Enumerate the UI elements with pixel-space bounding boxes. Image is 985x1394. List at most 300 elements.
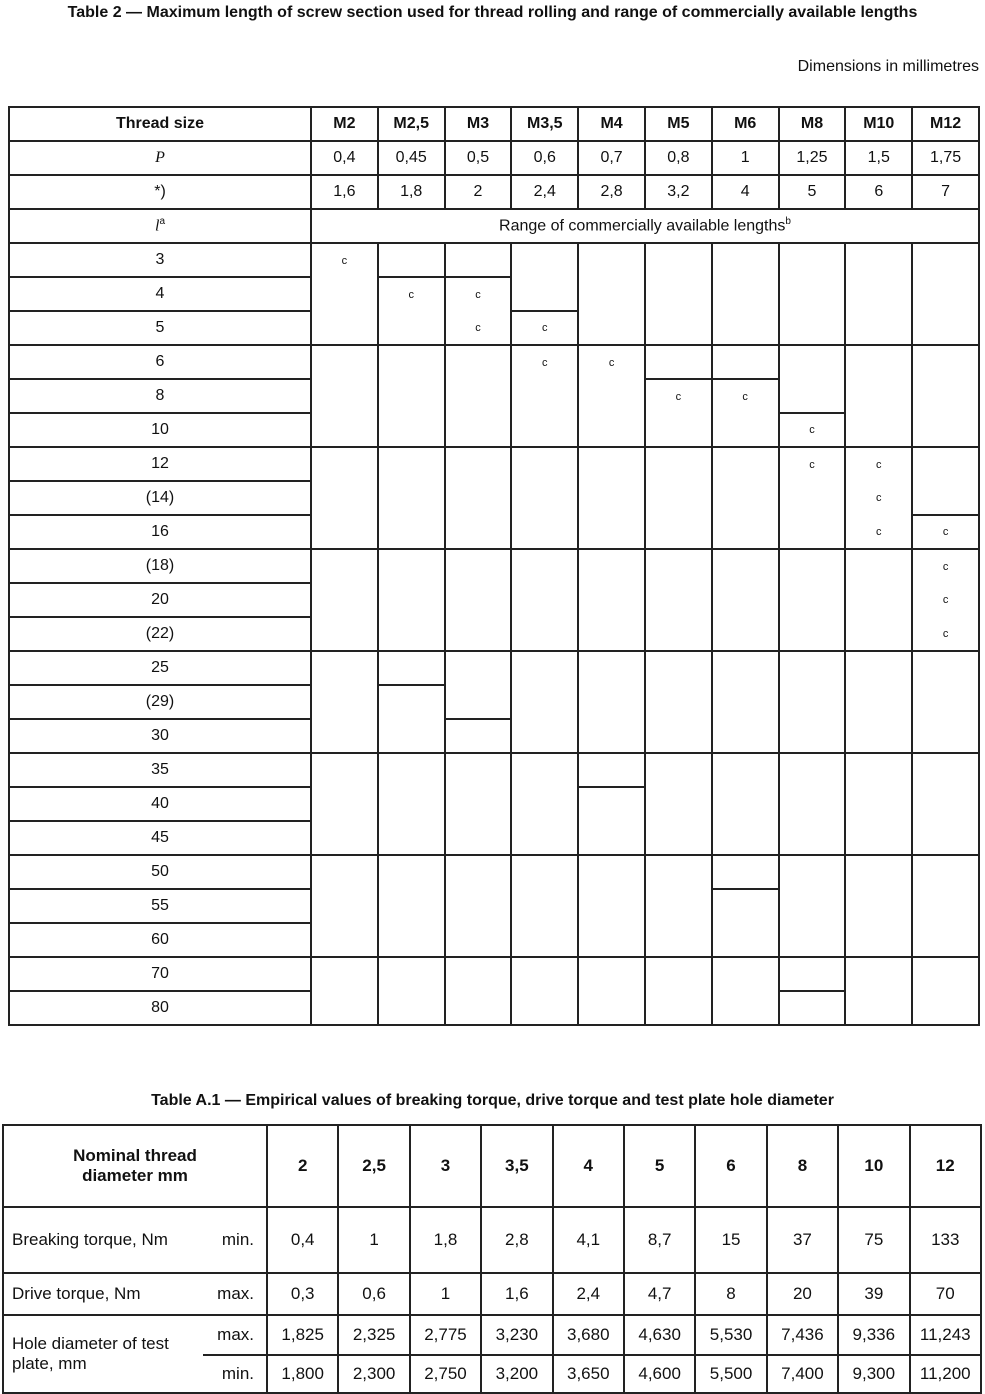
value-cell: 0,3 <box>267 1273 338 1315</box>
table2-title: Table 2 — Maximum length of screw section used for thread rolling and range of commercially available lengths <box>67 4 918 21</box>
range-cell <box>578 413 645 447</box>
range-cell <box>378 549 445 583</box>
range-cell <box>712 345 779 379</box>
pitch-label: P <box>9 141 311 175</box>
torque-table <box>2 1124 982 1394</box>
range-cell <box>511 991 578 1025</box>
range-cell <box>445 787 512 821</box>
range-cell <box>445 583 512 617</box>
range-cell <box>511 889 578 923</box>
range-cell <box>378 957 445 991</box>
range-cell <box>311 957 378 991</box>
size-cell: M4 <box>578 107 645 141</box>
value-cell: 4,600 <box>624 1355 695 1393</box>
pitch-cell: 1 <box>712 141 779 175</box>
range-cell <box>712 515 779 549</box>
length-value: 80 <box>9 991 311 1025</box>
pitch-cell: 0,7 <box>578 141 645 175</box>
value-cell: 2,8 <box>481 1207 552 1273</box>
range-cell <box>645 515 712 549</box>
range-cell <box>779 855 846 889</box>
length-value: 20 <box>9 583 311 617</box>
range-cell <box>578 549 645 583</box>
value-cell: 4,1 <box>553 1207 624 1273</box>
diameter-cell: 3 <box>410 1125 481 1207</box>
length-value: (14) <box>9 481 311 515</box>
value-cell: 11,200 <box>910 1355 981 1393</box>
value-cell: 8 <box>695 1273 766 1315</box>
range-cell <box>779 277 846 311</box>
range-cell <box>511 379 578 413</box>
value-cell: 7,400 <box>767 1355 838 1393</box>
range-cell <box>378 379 445 413</box>
range-cell <box>712 447 779 481</box>
range-cell <box>311 277 378 311</box>
value-cell: 2,325 <box>338 1315 409 1355</box>
range-cell <box>445 413 512 447</box>
range-cell <box>712 311 779 345</box>
max-length-cell: 2,8 <box>578 175 645 209</box>
range-cell <box>578 855 645 889</box>
value-cell: 3,200 <box>481 1355 552 1393</box>
length-value: 25 <box>9 651 311 685</box>
max-length-cell: 7 <box>912 175 979 209</box>
range-cell <box>445 617 512 651</box>
length-value: 30 <box>9 719 311 753</box>
range-cell <box>378 345 445 379</box>
range-cell <box>311 821 378 855</box>
range-cell <box>779 821 846 855</box>
range-cell <box>712 787 779 821</box>
range-cell <box>511 651 578 685</box>
value-cell: 37 <box>767 1207 838 1273</box>
range-cell <box>779 753 846 787</box>
range-cell <box>712 277 779 311</box>
range-cell <box>578 753 645 787</box>
range-cell <box>712 549 779 583</box>
range-cell <box>378 515 445 549</box>
value-cell: 8,7 <box>624 1207 695 1273</box>
length-row <box>9 515 979 549</box>
range-text: Range of commercially available lengths <box>499 217 786 235</box>
size-cell: M5 <box>645 107 712 141</box>
diameter-cell: 8 <box>767 1125 838 1207</box>
footnote-a: a <box>159 216 165 228</box>
c-marker-cell: c <box>445 311 512 345</box>
range-cell <box>779 991 846 1025</box>
range-cell <box>912 923 979 957</box>
size-cell: M12 <box>912 107 979 141</box>
length-header-row <box>9 209 979 243</box>
length-row <box>9 345 979 379</box>
range-cell <box>311 413 378 447</box>
range-cell <box>378 311 445 345</box>
length-value: 70 <box>9 957 311 991</box>
row-label: Breaking torque, Nm <box>3 1207 203 1273</box>
range-cell <box>779 549 846 583</box>
value-cell: 2,300 <box>338 1355 409 1393</box>
range-cell <box>779 923 846 957</box>
range-cell <box>311 889 378 923</box>
range-cell <box>645 957 712 991</box>
range-cell <box>845 277 912 311</box>
value-cell: 9,336 <box>838 1315 909 1355</box>
range-cell <box>712 923 779 957</box>
range-cell <box>378 481 445 515</box>
value-cell: 1 <box>410 1273 481 1315</box>
range-cell <box>511 549 578 583</box>
range-cell <box>378 889 445 923</box>
diameter-cell: 2 <box>267 1125 338 1207</box>
range-cell <box>912 379 979 413</box>
c-marker-cell: c <box>845 481 912 515</box>
range-cell <box>378 243 445 277</box>
value-cell: 15 <box>695 1207 766 1273</box>
range-cell <box>311 345 378 379</box>
footnote-b: b <box>785 216 791 228</box>
c-marker-cell: c <box>779 447 846 481</box>
thread-size-label: Thread size <box>9 107 311 141</box>
range-cell <box>378 583 445 617</box>
max-length-cell: 3,2 <box>645 175 712 209</box>
range-cell <box>779 685 846 719</box>
value-cell: 3,650 <box>553 1355 624 1393</box>
limit-kind: min. <box>203 1207 267 1273</box>
range-cell <box>912 957 979 991</box>
range-cell <box>845 379 912 413</box>
range-cell <box>912 855 979 889</box>
range-cell <box>645 447 712 481</box>
range-cell <box>378 685 445 719</box>
range-cell <box>311 379 378 413</box>
nominal-diameter-label: Nominal thread diameter mm <box>3 1125 267 1207</box>
size-header-row <box>9 107 979 141</box>
pitch-cell: 1,25 <box>779 141 846 175</box>
range-cell <box>779 617 846 651</box>
range-cell <box>779 311 846 345</box>
length-row <box>9 923 979 957</box>
range-cell <box>311 583 378 617</box>
range-cell <box>311 787 378 821</box>
length-value: (29) <box>9 685 311 719</box>
length-row <box>9 481 979 515</box>
range-cell <box>712 957 779 991</box>
length-value: 6 <box>9 345 311 379</box>
diameter-cell: 5 <box>624 1125 695 1207</box>
range-cell <box>712 685 779 719</box>
range-cell <box>645 277 712 311</box>
max-length-cell: 2,4 <box>511 175 578 209</box>
range-cell <box>578 617 645 651</box>
diameter-cell: 12 <box>910 1125 981 1207</box>
range-cell <box>445 855 512 889</box>
range-cell <box>445 549 512 583</box>
value-cell: 3,230 <box>481 1315 552 1355</box>
length-row <box>9 753 979 787</box>
value-cell: 2,750 <box>410 1355 481 1393</box>
range-cell <box>912 413 979 447</box>
range-cell <box>578 685 645 719</box>
limit-kind: max. <box>203 1315 267 1355</box>
range-cell <box>311 311 378 345</box>
tableA1-title: Table A.1 — Empirical values of breaking torque, drive torque and test plate hole diameter <box>151 1092 834 1109</box>
diameter-cell: 4 <box>553 1125 624 1207</box>
limit-kind: min. <box>203 1355 267 1393</box>
range-cell <box>578 651 645 685</box>
diameter-cell: 10 <box>838 1125 909 1207</box>
diameter-cell: 6 <box>695 1125 766 1207</box>
value-cell: 0,6 <box>338 1273 409 1315</box>
range-cell <box>311 481 378 515</box>
range-cell <box>645 345 712 379</box>
range-cell <box>912 753 979 787</box>
torque-row <box>3 1207 981 1273</box>
value-cell: 7,436 <box>767 1315 838 1355</box>
value-cell: 133 <box>910 1207 981 1273</box>
range-cell <box>779 345 846 379</box>
range-cell <box>511 685 578 719</box>
c-marker-cell: c <box>645 379 712 413</box>
range-cell <box>845 787 912 821</box>
range-cell <box>578 787 645 821</box>
range-cell <box>311 753 378 787</box>
range-cell <box>578 515 645 549</box>
length-value: 10 <box>9 413 311 447</box>
length-row <box>9 583 979 617</box>
pitch-row <box>9 141 979 175</box>
range-cell <box>712 889 779 923</box>
c-marker-cell: c <box>912 549 979 583</box>
range-cell <box>311 549 378 583</box>
range-cell <box>845 651 912 685</box>
range-cell <box>445 447 512 481</box>
range-cell <box>311 991 378 1025</box>
range-cell <box>779 481 846 515</box>
value-cell: 1,8 <box>410 1207 481 1273</box>
range-cell <box>511 855 578 889</box>
range-cell <box>378 787 445 821</box>
range-cell <box>445 651 512 685</box>
size-cell: M8 <box>779 107 846 141</box>
value-cell: 2,4 <box>553 1273 624 1315</box>
value-cell: 1,800 <box>267 1355 338 1393</box>
range-cell <box>511 617 578 651</box>
range-cell <box>311 515 378 549</box>
length-row <box>9 685 979 719</box>
range-cell <box>378 821 445 855</box>
range-cell <box>511 277 578 311</box>
diameter-header-row <box>3 1125 981 1207</box>
range-cell <box>779 719 846 753</box>
range-cell <box>578 481 645 515</box>
value-cell: 5,500 <box>695 1355 766 1393</box>
range-cell <box>912 889 979 923</box>
row-label: Drive torque, Nm <box>3 1273 203 1315</box>
pitch-cell: 0,5 <box>445 141 512 175</box>
c-marker-cell: c <box>511 311 578 345</box>
pitch-cell: 0,45 <box>378 141 445 175</box>
size-cell: M3,5 <box>511 107 578 141</box>
value-cell: 75 <box>838 1207 909 1273</box>
length-value: (22) <box>9 617 311 651</box>
length-row <box>9 991 979 1025</box>
c-marker-cell: c <box>912 515 979 549</box>
size-cell: M10 <box>845 107 912 141</box>
size-cell: M3 <box>445 107 512 141</box>
length-row <box>9 821 979 855</box>
range-cell <box>912 685 979 719</box>
range-cell <box>845 753 912 787</box>
range-cell <box>578 821 645 855</box>
range-cell <box>311 651 378 685</box>
range-cell <box>511 787 578 821</box>
range-cell <box>311 855 378 889</box>
thread-rolling-table <box>8 106 980 1026</box>
range-cell <box>378 413 445 447</box>
range-cell <box>378 923 445 957</box>
range-cell <box>645 413 712 447</box>
range-cell <box>645 583 712 617</box>
range-cell <box>445 379 512 413</box>
c-marker-cell: c <box>445 277 512 311</box>
length-value: 16 <box>9 515 311 549</box>
c-marker-cell: c <box>311 243 378 277</box>
value-cell: 9,300 <box>838 1355 909 1393</box>
range-cell <box>712 719 779 753</box>
max-length-cell: 2 <box>445 175 512 209</box>
range-cell <box>578 889 645 923</box>
range-cell <box>578 243 645 277</box>
range-cell <box>445 889 512 923</box>
range-cell <box>779 379 846 413</box>
range-cell <box>779 651 846 685</box>
range-cell <box>912 719 979 753</box>
range-cell <box>912 447 979 481</box>
range-cell <box>845 243 912 277</box>
length-row <box>9 379 979 413</box>
range-cell <box>578 957 645 991</box>
range-cell <box>645 243 712 277</box>
range-cell <box>511 719 578 753</box>
range-cell <box>912 345 979 379</box>
limit-kind: max. <box>203 1273 267 1315</box>
length-value: 60 <box>9 923 311 957</box>
range-cell <box>912 821 979 855</box>
range-cell <box>578 991 645 1025</box>
range-cell <box>645 821 712 855</box>
range-cell <box>645 651 712 685</box>
range-cell <box>378 447 445 481</box>
range-cell <box>378 991 445 1025</box>
length-value: 3 <box>9 243 311 277</box>
value-cell: 3,680 <box>553 1315 624 1355</box>
range-cell <box>511 923 578 957</box>
range-cell <box>578 379 645 413</box>
size-cell: M2,5 <box>378 107 445 141</box>
diameter-cell: 3,5 <box>481 1125 552 1207</box>
c-marker-cell: c <box>779 413 846 447</box>
range-cell <box>378 719 445 753</box>
range-cell <box>645 617 712 651</box>
range-cell <box>712 413 779 447</box>
range-cell <box>912 277 979 311</box>
length-value: 45 <box>9 821 311 855</box>
length-symbol: l <box>154 217 160 235</box>
value-cell: 39 <box>838 1273 909 1315</box>
pitch-cell: 1,75 <box>912 141 979 175</box>
range-cell <box>578 311 645 345</box>
range-cell <box>645 311 712 345</box>
range-cell <box>912 311 979 345</box>
range-cell <box>645 855 712 889</box>
range-cell <box>578 447 645 481</box>
length-row <box>9 787 979 821</box>
value-cell: 11,243 <box>910 1315 981 1355</box>
range-cell <box>311 923 378 957</box>
length-row <box>9 651 979 685</box>
range-cell <box>511 957 578 991</box>
max-length-label: *) <box>9 175 311 209</box>
range-cell <box>378 651 445 685</box>
c-marker-cell: c <box>378 277 445 311</box>
range-cell <box>511 413 578 447</box>
pitch-cell: 0,4 <box>311 141 378 175</box>
length-value: 55 <box>9 889 311 923</box>
value-cell: 2,775 <box>410 1315 481 1355</box>
range-cell <box>712 821 779 855</box>
value-cell: 20 <box>767 1273 838 1315</box>
range-cell <box>712 481 779 515</box>
length-row <box>9 243 979 277</box>
range-cell <box>511 583 578 617</box>
range-cell <box>578 719 645 753</box>
range-cell <box>511 243 578 277</box>
range-cell <box>645 481 712 515</box>
range-cell <box>445 753 512 787</box>
length-row <box>9 957 979 991</box>
range-cell <box>645 719 712 753</box>
length-value: 5 <box>9 311 311 345</box>
max-length-cell: 4 <box>712 175 779 209</box>
value-cell: 1,6 <box>481 1273 552 1315</box>
range-cell <box>645 685 712 719</box>
range-cell <box>445 991 512 1025</box>
range-cell <box>511 753 578 787</box>
range-cell <box>511 515 578 549</box>
torque-row <box>3 1315 981 1355</box>
range-cell <box>445 719 512 753</box>
max-length-cell: 5 <box>779 175 846 209</box>
range-cell <box>578 583 645 617</box>
length-value: 4 <box>9 277 311 311</box>
range-cell <box>912 991 979 1025</box>
length-row <box>9 719 979 753</box>
range-cell <box>445 821 512 855</box>
range-cell <box>912 481 979 515</box>
c-marker-cell: c <box>511 345 578 379</box>
c-marker-cell: c <box>845 515 912 549</box>
range-cell <box>511 821 578 855</box>
length-row <box>9 855 979 889</box>
range-cell <box>845 821 912 855</box>
max-length-cell: 1,6 <box>311 175 378 209</box>
range-cell <box>445 685 512 719</box>
length-row <box>9 311 979 345</box>
length-value: 35 <box>9 753 311 787</box>
range-cell <box>445 481 512 515</box>
size-cell: M2 <box>311 107 378 141</box>
range-cell <box>912 651 979 685</box>
